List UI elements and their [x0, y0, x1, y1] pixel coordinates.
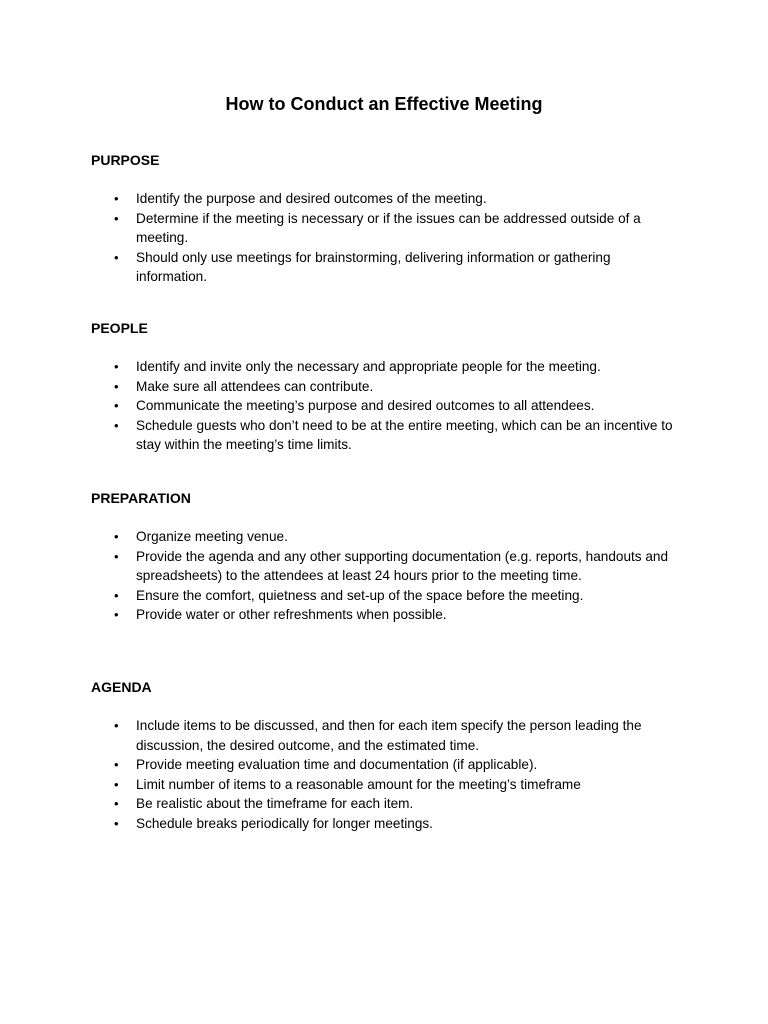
list-item-text: Limit number of items to a reasonable amount for the meeting’s timeframe: [136, 776, 581, 792]
list-item: [91, 209, 681, 248]
list-item: [91, 547, 681, 586]
section-preparation: [91, 489, 691, 625]
list-item-text: Identify and invite only the necessary and appropriate people for the meeting.: [136, 359, 601, 374]
section-purpose: [91, 151, 691, 287]
list-item-text: Ensure the comfort, quietness and set-up of the space before the meeting.: [136, 587, 584, 603]
bullet-list-agenda: [91, 716, 691, 833]
section-heading-preparation: PREPARATION: [91, 490, 191, 506]
bullet-icon: •: [114, 210, 119, 226]
list-item: [91, 716, 681, 755]
bullet-icon: •: [114, 548, 119, 564]
bullet-icon: •: [114, 815, 119, 831]
list-item: [91, 357, 681, 377]
list-item-text: Identify the purpose and desired outcomes of the meeting.: [136, 191, 487, 206]
bullet-list-people: [91, 357, 691, 455]
page-title: How to Conduct an Effective Meeting: [225, 94, 543, 114]
list-item: [91, 605, 681, 625]
bullet-icon: •: [114, 587, 119, 603]
list-item: [91, 377, 681, 397]
list-item: [91, 189, 681, 209]
list-item: [91, 248, 681, 287]
list-item-text: Provide the agenda and any other supporting documentation (e.g. reports, handouts and spreadsheets) to the attendees at least 24 hours prior to the meeting time.: [136, 548, 669, 583]
bullet-icon: •: [114, 359, 119, 374]
list-item-text: Provide water or other refreshments when possible.: [136, 607, 447, 622]
list-item-text: Provide meeting evaluation time and documentation (if applicable).: [136, 757, 538, 772]
section-heading-agenda: AGENDA: [91, 679, 152, 695]
bullet-list-purpose: [91, 189, 691, 287]
list-item: [91, 814, 681, 834]
bullet-icon: •: [114, 607, 119, 622]
bullet-icon: •: [114, 776, 119, 792]
section-heading-people: PEOPLE: [91, 320, 148, 336]
bullet-icon: •: [114, 529, 119, 544]
bullet-icon: •: [114, 191, 119, 206]
list-item: [91, 775, 681, 795]
list-item-text: Make sure all attendees can contribute.: [136, 378, 374, 394]
bullet-icon: •: [114, 718, 119, 733]
section-agenda: [91, 678, 691, 833]
bullet-icon: •: [114, 378, 119, 394]
section-heading-purpose: PURPOSE: [91, 152, 160, 168]
list-item: [91, 527, 681, 547]
bullet-icon: •: [114, 398, 119, 413]
bullet-icon: •: [114, 249, 119, 265]
bullet-list-preparation: [91, 527, 691, 625]
section-people: [91, 319, 691, 455]
list-item: [91, 396, 681, 416]
list-item-text: Organize meeting venue.: [136, 529, 288, 544]
list-item: [91, 755, 681, 775]
bullet-icon: •: [114, 796, 119, 811]
list-item: [91, 586, 681, 606]
bullet-icon: •: [114, 757, 119, 772]
list-item-text: Schedule guests who don’t need to be at the entire meeting, which can be an incentive to stay within the meeting’s time limits.: [136, 417, 673, 452]
list-item: [91, 416, 681, 455]
list-item-text: Determine if the meeting is necessary or if the issues can be addressed outside of a meeting.: [136, 210, 641, 245]
list-item-text: Include items to be discussed, and then for each item specify the person leading the discussion, the desired outcome, and the estimated time.: [136, 718, 642, 753]
list-item-text: Schedule breaks periodically for longer meetings.: [136, 815, 433, 831]
list-item-text: Should only use meetings for brainstorming, delivering information or gathering information.: [136, 249, 611, 284]
list-item-text: Communicate the meeting’s purpose and desired outcomes to all attendees.: [136, 398, 595, 413]
list-item: [91, 794, 681, 814]
list-item-text: Be realistic about the timeframe for each item.: [136, 796, 414, 811]
bullet-icon: •: [114, 417, 119, 433]
